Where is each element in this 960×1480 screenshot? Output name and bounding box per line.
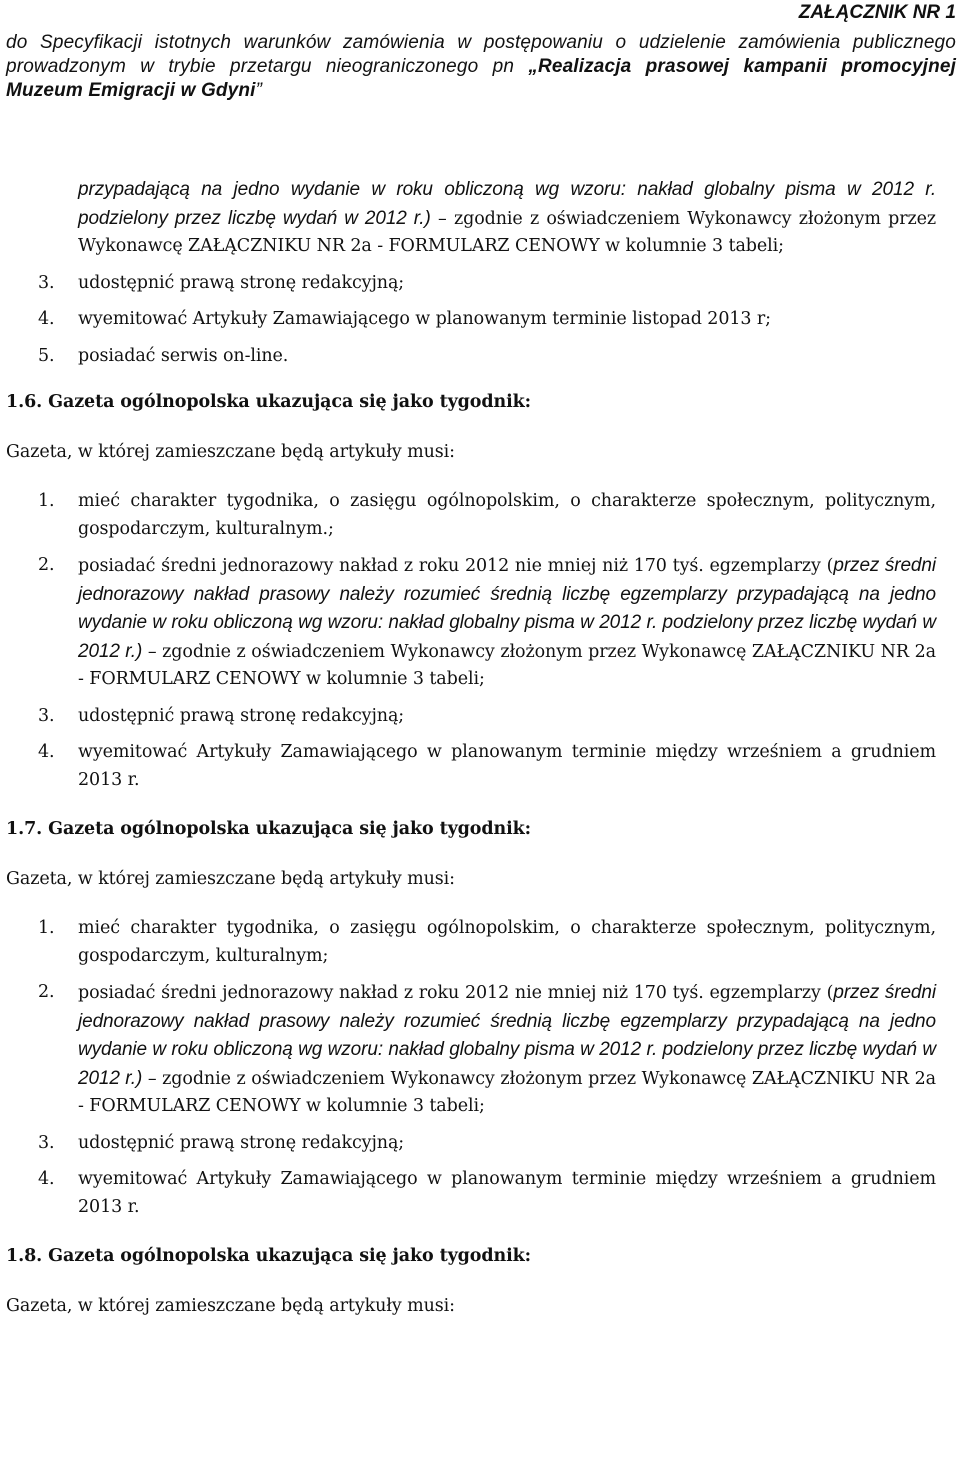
header-closing-quote: ”	[255, 80, 263, 101]
project-title: „Realizacja prasowej kampanii promocyjnej Muzeum Emigracji w Gdyni	[6, 56, 956, 101]
header-intro-paragraph	[6, 31, 956, 103]
list-item	[6, 488, 936, 543]
list-item	[6, 703, 936, 731]
list-item-number: 3.	[38, 1132, 55, 1153]
list-item-tail: – zgodnie z oświadczeniem Wykonawcy złożonym przez Wykonawcę ZAŁĄCZNIKU NR 2a - FORMULARZ CENOWY w kolumnie 3 tabeli;	[78, 1068, 936, 1116]
section-intro: Gazeta, w której zamieszczane będą artykuły musi:	[6, 868, 455, 889]
list-item-text: mieć charakter tygodnika, o zasięgu ogólnopolskim, o charakterze społecznym, politycznym, gospodarczym, kulturalnym.;	[78, 491, 936, 539]
list-item	[6, 270, 936, 298]
list-item-text: udostępnić prawą stronę redakcyjną;	[78, 272, 405, 293]
list-item	[6, 979, 936, 1121]
list-item-number: 3.	[38, 705, 55, 726]
annex-label: ZAŁĄCZNIK NR 1	[798, 2, 956, 23]
section-intro: Gazeta, w której zamieszczane będą artykuły musi:	[6, 441, 455, 462]
list-item	[6, 552, 936, 694]
continued-tail-text: – zgodnie z oświadczeniem Wykonawcy złożonym przez Wykonawcę ZAŁĄCZNIKU NR 2a - FORMULARZ CENOWY w kolumnie 3 tabeli;	[78, 208, 936, 256]
document-body	[6, 176, 936, 1320]
list-item-text: udostępnić prawą stronę redakcyjną;	[78, 1132, 405, 1153]
list-item-lead: posiadać średni jednorazowy nakład z roku 2012 nie mniej niż 170 tyś. egzemplarzy (	[78, 983, 834, 1003]
list-item	[6, 915, 936, 970]
list-item-italic-text: przez średni jednorazowy nakład prasowy należy rozumieć średnią liczbę egzemplarzy przypadającą na jedno wydanie w roku obliczoną wg wzoru: nakład globalny pisma w 2012 r. podzielony przez liczbę wydań w 2012 r.)	[78, 555, 936, 662]
list-item-number: 4.	[38, 309, 55, 329]
section-heading: 1.8. Gazeta ogólnopolska ukazująca się jako tygodnik:	[6, 1246, 532, 1266]
list-item	[6, 343, 936, 371]
list-item-number: 3.	[38, 272, 55, 293]
list-item-text: mieć charakter tygodnika, o zasięgu ogólnopolskim, o charakterze społecznym, politycznym, gospodarczym, kulturalnym;	[78, 918, 936, 966]
continued-italic-text: przypadającą na jedno wydanie w roku obliczoną wg wzoru: nakład globalny pisma w 2012 r. podzielony przez liczbę wydań w 2012 r.)	[78, 179, 936, 229]
list-item	[6, 739, 936, 794]
document-header	[6, 0, 956, 103]
list-item-number: 4.	[38, 742, 55, 762]
list-item-text: wyemitować Artykuły Zamawiającego w planowanym terminie listopad 2013 r;	[78, 309, 771, 329]
section-intro: Gazeta, w której zamieszczane będą artykuły musi:	[6, 1295, 455, 1316]
section-heading: 1.7. Gazeta ogólnopolska ukazująca się jako tygodnik:	[6, 819, 532, 839]
list-item-italic-text: przez średni jednorazowy nakład prasowy należy rozumieć średnią liczbę egzemplarzy przypadającą na jedno wydanie w roku obliczoną wg wzoru: nakład globalny pisma w 2012 r. podzielony przez liczbę wydań w 2012 r.)	[78, 982, 936, 1089]
list-item	[6, 1166, 936, 1221]
section-heading: 1.6. Gazeta ogólnopolska ukazująca się jako tygodnik:	[6, 392, 532, 412]
list-item-text: udostępnić prawą stronę redakcyjną;	[78, 705, 405, 726]
list-item-number: 5.	[38, 345, 55, 366]
list-item-text: wyemitować Artykuły Zamawiającego w planowanym terminie między wrześniem a grudniem 2013 r.	[78, 1169, 936, 1217]
list-item-text: posiadać serwis on-line.	[78, 345, 289, 366]
list-item-tail: – zgodnie z oświadczeniem Wykonawcy złożonym przez Wykonawcę ZAŁĄCZNIKU NR 2a - FORMULARZ CENOWY w kolumnie 3 tabeli;	[78, 641, 936, 689]
list-item-number: 1.	[38, 918, 55, 938]
list-item	[6, 306, 936, 334]
list-item-number: 2.	[38, 555, 55, 575]
header-intro: do Specyfikacji istotnych warunków zamówienia w postępowaniu o udzielenie zamówienia publicznego prowadzonym w trybie przetargu nieograniczonego pn	[6, 32, 956, 77]
list-item-text: wyemitować Artykuły Zamawiającego w planowanym terminie między wrześniem a grudniem 2013 r.	[78, 742, 936, 790]
list-item-number: 4.	[38, 1169, 55, 1189]
list-item	[6, 1130, 936, 1158]
list-item-lead: posiadać średni jednorazowy nakład z roku 2012 nie mniej niż 170 tyś. egzemplarzy (	[78, 556, 834, 576]
list-item-number: 2.	[38, 982, 55, 1002]
list-item-number: 1.	[38, 491, 55, 511]
continued-paragraph	[6, 176, 936, 261]
